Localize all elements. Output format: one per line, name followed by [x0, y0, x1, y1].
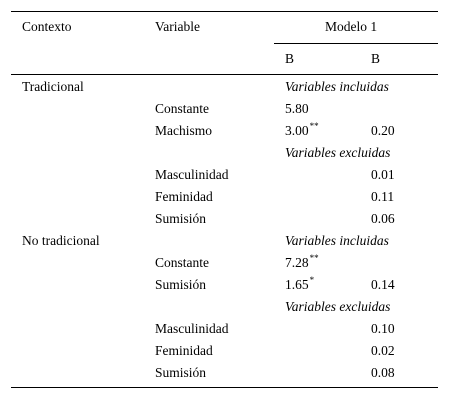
- cell-b-value: [285, 101, 309, 117]
- cell-b-value-2-text: 0.20: [371, 123, 395, 138]
- cell-variable-text: Feminidad: [155, 189, 213, 204]
- header-modelo: Modelo 1: [325, 19, 378, 34]
- cell-b-value-2-text: 0.06: [371, 211, 395, 226]
- cell-variable-text: Sumisión: [155, 211, 207, 226]
- cell-b-value-text: 1.65: [285, 277, 309, 292]
- header-bottom-rule: [11, 74, 438, 75]
- cell-section-label-text: Variables incluidas: [285, 233, 389, 248]
- header-b-col2: B: [371, 51, 381, 66]
- cell-b-value-2: [371, 167, 395, 183]
- cell-b-value-2-text: 0.11: [371, 189, 395, 204]
- cell-b-value-2: [371, 277, 395, 293]
- cell-b-value-text: 5.80: [285, 101, 309, 116]
- cell-b-value-2: [371, 321, 395, 337]
- cell-b-value: [285, 123, 319, 140]
- cell-contexto: [22, 233, 100, 249]
- cell-variable-text: Sumisión: [155, 277, 207, 292]
- cell-variable: [155, 321, 229, 337]
- header-variable: Variable: [155, 19, 200, 34]
- header-b-col1: B: [285, 51, 295, 66]
- cell-contexto-text: Tradicional: [22, 79, 84, 94]
- cell-variable: [155, 123, 212, 139]
- cell-variable-text: Constante: [155, 255, 209, 270]
- cell-b-value-text: 3.00: [285, 123, 309, 138]
- cell-section-label-text: Variables incluidas: [285, 79, 389, 94]
- cell-variable-text: Sumisión: [155, 365, 207, 380]
- cell-variable-text: Masculinidad: [155, 167, 229, 182]
- cell-b-value-2: [371, 123, 395, 139]
- significance-marker: **: [309, 121, 319, 131]
- cell-b-value-2: [371, 365, 395, 381]
- cell-section-label: [285, 299, 390, 315]
- cell-b-value-2: [371, 189, 394, 205]
- cell-b-value-2-text: 0.02: [371, 343, 395, 358]
- modelo-underline: [274, 43, 438, 44]
- significance-marker: *: [309, 275, 315, 285]
- cell-b-value-2: [371, 343, 395, 359]
- top-rule: [11, 11, 438, 12]
- cell-variable: [155, 255, 209, 271]
- cell-variable-text: Constante: [155, 101, 209, 116]
- cell-section-label: [285, 145, 390, 161]
- cell-contexto-text: No tradicional: [22, 233, 100, 248]
- cell-b-value-2-text: 0.10: [371, 321, 395, 336]
- cell-variable: [155, 167, 229, 183]
- cell-b-value-text: 7.28: [285, 255, 309, 270]
- cell-variable: [155, 365, 206, 381]
- cell-contexto: [22, 79, 84, 95]
- cell-b-value-2: [371, 211, 395, 227]
- cell-variable: [155, 101, 209, 117]
- cell-variable: [155, 211, 206, 227]
- cell-variable: [155, 343, 213, 359]
- cell-variable: [155, 277, 206, 293]
- cell-b-value: [285, 255, 319, 272]
- cell-b-value-2-text: 0.01: [371, 167, 395, 182]
- cell-b-value: [285, 277, 314, 294]
- cell-variable-text: Masculinidad: [155, 321, 229, 336]
- header-contexto: Contexto: [22, 19, 72, 34]
- cell-section-label-text: Variables excluidas: [285, 299, 391, 314]
- cell-b-value-2-text: 0.14: [371, 277, 395, 292]
- cell-variable-text: Machismo: [155, 123, 212, 138]
- cell-section-label: [285, 233, 389, 249]
- cell-section-label: [285, 79, 389, 95]
- cell-section-label-text: Variables excluidas: [285, 145, 391, 160]
- cell-b-value-2-text: 0.08: [371, 365, 395, 380]
- bottom-rule: [11, 387, 438, 388]
- cell-variable-text: Feminidad: [155, 343, 213, 358]
- cell-variable: [155, 189, 213, 205]
- significance-marker: **: [309, 253, 319, 263]
